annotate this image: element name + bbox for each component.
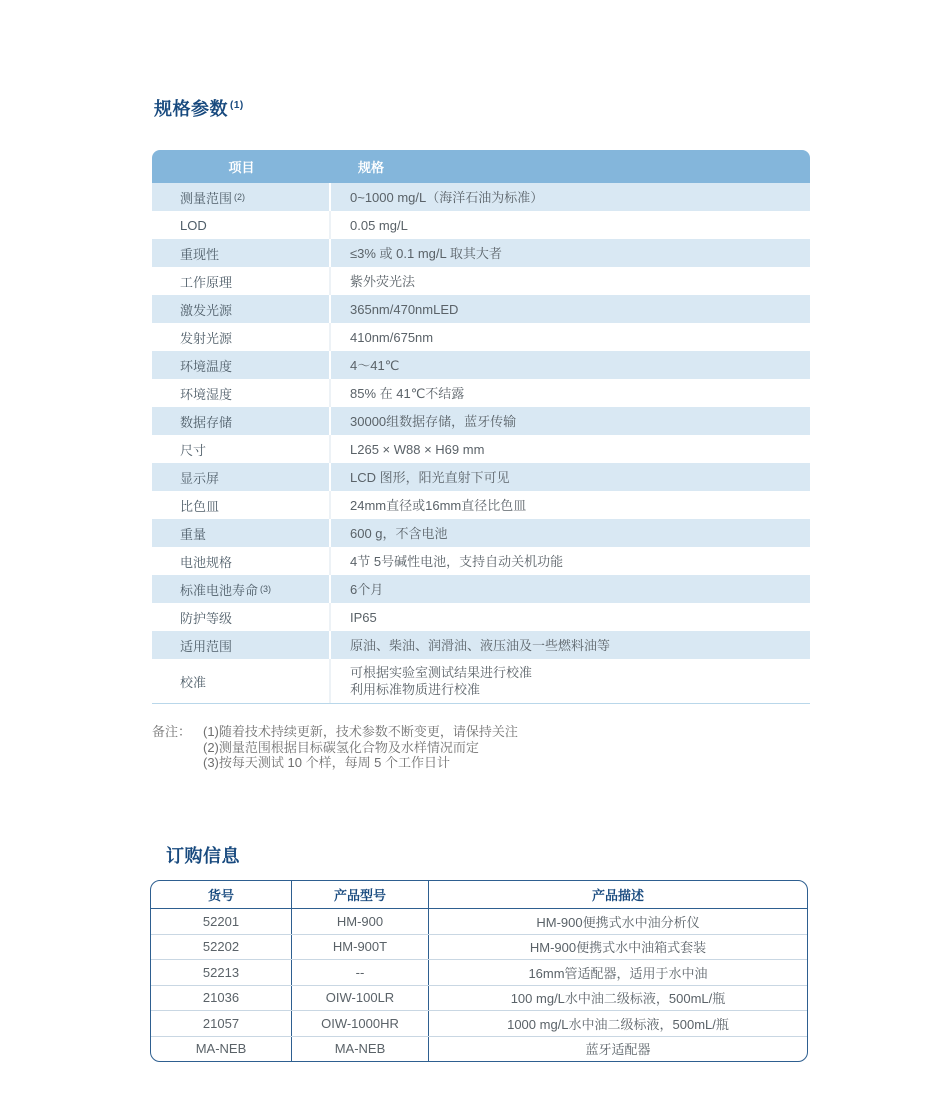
spec-row — [152, 295, 810, 323]
spec-item-superscript: (2) — [234, 192, 246, 202]
spec-item-label: 适用范围 — [180, 638, 233, 654]
spec-item-cell — [152, 323, 331, 351]
spec-table-header — [152, 150, 810, 183]
spec-item-label: 电池规格 — [180, 554, 233, 570]
order-model-cell: -- — [291, 960, 429, 985]
spec-row — [152, 379, 810, 407]
spec-item-cell — [152, 435, 331, 463]
spec-value-cell — [331, 520, 810, 547]
spec-value-cell — [331, 548, 810, 575]
remarks-label: 备注： — [152, 724, 192, 739]
spec-value-line: 可根据实验室测试结果进行校准 — [350, 665, 533, 680]
spec-value-text: 0~1000 mg/L（海洋石油为标准） — [350, 189, 544, 205]
order-model-cell: HM-900 — [291, 909, 429, 934]
remark-line: (3)按每天测试 10 个样，每周 5 个工作日计 — [203, 755, 451, 770]
order-part-number-cell: 52202 — [202, 939, 240, 955]
order-row — [151, 959, 807, 985]
spec-value-cell — [331, 296, 810, 323]
spec-value-cell — [331, 576, 810, 603]
order-row — [151, 909, 807, 934]
spec-value-cell — [331, 352, 810, 379]
spec-item-label: LOD — [180, 217, 207, 233]
spec-value-text: 4～41℃ — [350, 357, 400, 373]
spec-item-cell — [152, 631, 331, 659]
spec-value-text: 0.05 mg/L — [350, 217, 408, 233]
spec-row — [152, 183, 810, 211]
spec-item-label: 测量范围 — [180, 190, 233, 206]
spec-table-body — [152, 183, 810, 703]
spec-item-label: 工作原理 — [180, 274, 233, 290]
remark-line: (1)随着技术持续更新，技术参数不断变更，请保持关注 — [203, 724, 518, 739]
order-part-number-cell: 52201 — [202, 913, 240, 929]
spec-row — [152, 323, 810, 351]
order-row — [151, 1010, 807, 1036]
order-part-number-cell: 52213 — [202, 964, 240, 980]
order-description-cell: HM-900便携式水中油箱式套装 — [529, 940, 707, 956]
spec-value-cell — [331, 212, 810, 239]
order-table-body — [151, 909, 807, 1061]
spec-row — [152, 351, 810, 379]
spec-item-label: 尺寸 — [180, 442, 207, 458]
spec-item-label: 重量 — [180, 526, 207, 542]
spec-item-cell — [152, 491, 331, 519]
spec-value-cell — [331, 604, 810, 631]
spec-value-cell — [331, 268, 810, 295]
spec-value-cell — [331, 240, 810, 267]
order-section-title — [166, 842, 240, 868]
spec-value-text: LCD 图形，阳光直射下可见 — [350, 469, 510, 485]
spec-value-cell — [331, 324, 810, 351]
spec-value-text: 600 g，不含电池 — [350, 525, 448, 541]
spec-item-cell — [152, 295, 331, 323]
order-description-cell: 100 mg/L水中油二级标液，500mL/瓶 — [510, 991, 726, 1007]
spec-row — [152, 659, 810, 703]
order-model-cell: MA-NEB — [291, 1037, 429, 1062]
spec-section-title — [154, 95, 244, 121]
spec-value-cell — [331, 184, 810, 211]
order-header-description: 产品描述 — [591, 888, 644, 903]
spec-value-text: 紫外荧光法 — [350, 273, 416, 289]
order-model-cell: OIW-100LR — [291, 986, 429, 1011]
spec-item-cell — [152, 379, 331, 407]
spec-value-cell — [331, 436, 810, 463]
order-part-number-cell: MA-NEB — [195, 1041, 247, 1057]
spec-row — [152, 491, 810, 519]
spec-row — [152, 211, 810, 239]
spec-value-text: 24mm直径或16mm直径比色皿 — [350, 497, 527, 513]
spec-item-label: 比色皿 — [180, 498, 220, 514]
order-part-number-cell: 21057 — [202, 1015, 240, 1031]
spec-header-item: 项目 — [228, 160, 255, 175]
spec-item-superscript: (3) — [260, 584, 272, 594]
spec-title-superscript: (1) — [230, 100, 244, 111]
spec-value-line: 利用标准物质进行校准 — [350, 682, 481, 697]
remarks-block — [152, 724, 518, 771]
spec-header-value: 规格 — [358, 160, 385, 175]
spec-item-label: 环境温度 — [180, 358, 233, 374]
spec-value-text: IP65 — [350, 609, 377, 625]
spec-item-label: 数据存储 — [180, 414, 233, 430]
spec-value-text: 4节 5号碱性电池，支持自动关机功能 — [350, 553, 564, 569]
spec-value-cell — [331, 492, 810, 519]
spec-row — [152, 603, 810, 631]
spec-item-label: 激发光源 — [180, 302, 233, 318]
spec-title-text: 规格参数 — [154, 99, 228, 119]
order-part-number-cell: 21036 — [202, 990, 240, 1006]
order-table-header — [151, 881, 807, 909]
spec-item-cell — [152, 519, 331, 547]
spec-item-cell — [152, 463, 331, 491]
spec-value-text: 410nm/675nm — [350, 329, 434, 345]
spec-item-cell — [152, 575, 331, 603]
spec-row — [152, 519, 810, 547]
spec-value-text: 6个月 — [350, 581, 384, 597]
order-table — [150, 880, 808, 1062]
spec-row — [152, 435, 810, 463]
spec-item-label: 显示屏 — [180, 470, 220, 486]
order-row — [151, 1036, 807, 1062]
spec-value-text: 365nm/470nmLED — [350, 301, 459, 317]
order-description-cell: 蓝牙适配器 — [585, 1042, 651, 1058]
spec-value-cell — [331, 632, 810, 659]
remark-line: (2)测量范围根据目标碳氢化合物及水样情况而定 — [203, 739, 479, 755]
spec-value-text: ≤3% 或 0.1 mg/L 取其大者 — [350, 245, 502, 261]
spec-row — [152, 547, 810, 575]
spec-item-cell — [152, 547, 331, 575]
order-row — [151, 934, 807, 960]
spec-item-label: 标准电池寿命 — [180, 582, 259, 598]
spec-value-text: 原油、柴油、润滑油、液压油及一些燃料油等 — [350, 637, 611, 653]
spec-value-cell — [331, 408, 810, 435]
spec-value-text: L265 × W88 × H69 mm — [350, 441, 485, 457]
order-header-model: 产品型号 — [291, 881, 429, 908]
spec-value-cell — [331, 380, 810, 407]
spec-item-label: 防护等级 — [180, 610, 233, 626]
spec-value-text: 85% 在 41℃不结露 — [350, 385, 465, 401]
order-description-cell: 16mm管适配器，适用于水中油 — [528, 965, 708, 981]
order-description-cell: HM-900便携式水中油分析仪 — [536, 914, 700, 930]
spec-value-cell — [331, 659, 810, 703]
spec-table — [152, 150, 810, 704]
remarks-lines — [203, 724, 518, 771]
spec-row — [152, 575, 810, 603]
spec-item-label: 环境湿度 — [180, 386, 233, 402]
spec-item-cell — [152, 267, 331, 295]
order-description-cell: 1000 mg/L水中油二级标液，500mL/瓶 — [507, 1016, 729, 1032]
spec-item-label: 发射光源 — [180, 330, 233, 346]
order-model-cell: HM-900T — [291, 935, 429, 960]
spec-row — [152, 631, 810, 659]
spec-row — [152, 407, 810, 435]
order-row — [151, 985, 807, 1011]
spec-row — [152, 239, 810, 267]
spec-item-cell — [152, 183, 331, 211]
spec-item-cell — [152, 659, 331, 703]
spec-item-cell — [152, 603, 331, 631]
spec-table-bottom-border — [152, 703, 810, 704]
spec-item-cell — [152, 211, 331, 239]
spec-row — [152, 267, 810, 295]
order-model-cell: OIW-1000HR — [291, 1011, 429, 1036]
spec-value-text: 30000组数据存储，蓝牙传输 — [350, 413, 517, 429]
spec-value-cell — [331, 464, 810, 491]
spec-row — [152, 463, 810, 491]
spec-item-cell — [152, 407, 331, 435]
order-title-text: 订购信息 — [166, 846, 240, 866]
spec-item-cell — [152, 351, 331, 379]
spec-item-label: 重现性 — [180, 246, 220, 262]
spec-item-cell — [152, 239, 331, 267]
spec-item-label: 校准 — [180, 674, 207, 690]
order-header-part-number: 货号 — [207, 888, 234, 903]
